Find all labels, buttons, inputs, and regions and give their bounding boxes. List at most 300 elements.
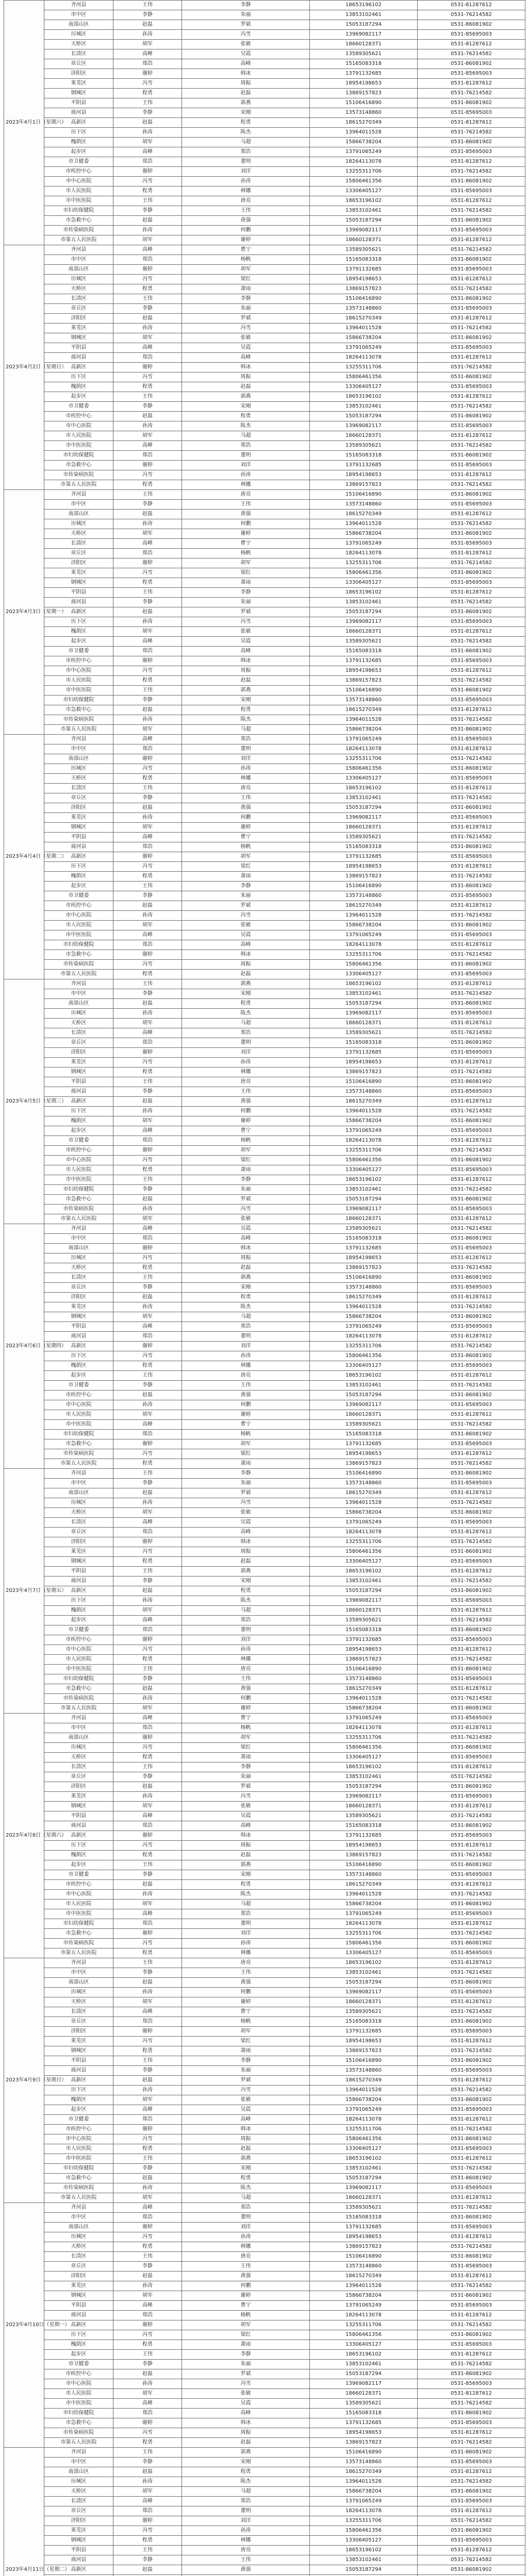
roster-row [4,2037,525,2046]
roster-row [4,1273,525,1283]
duty-leader-cell: 高峰 [113,1909,182,1919]
unit-cell: 市中区 [44,255,113,265]
roster-row [4,882,525,891]
duty-leader-cell: 胡军 [113,823,182,833]
unit-cell: 历城区 [44,764,113,774]
roster-row [4,1557,525,1567]
duty-staff-cell: 高峰 [182,353,310,363]
roster-row [4,1185,525,1195]
office-phone-cell: 0531-85695003 [418,2262,525,2272]
duty-staff-cell: 高峰 [182,2115,310,2125]
duty-staff-cell: 王伟 [182,2555,310,2565]
office-phone-cell: 0531-81287612 [418,118,525,128]
unit-cell: 历城区 [44,2477,113,2487]
roster-row [4,275,525,284]
duty-leader-cell: 孙涛 [113,226,182,235]
unit-cell: 平阴县 [44,2056,113,2066]
mobile-phone-cell: 13869157823 [310,89,418,98]
roster-row [4,470,525,480]
office-phone-cell: 0531-85695003 [418,304,525,314]
duty-leader-cell: 程勇 [113,284,182,294]
office-phone-cell: 0531-76214582 [418,1694,525,1704]
unit-cell: 章丘区 [44,304,113,314]
unit-cell: 市第五人民医院 [44,725,113,735]
duty-leader-cell: 谢婷 [113,2320,182,2330]
duty-staff-cell: 朱丽 [182,10,310,20]
duty-staff-cell: 马超 [182,1606,310,1616]
office-phone-cell: 0531-85695003 [418,147,525,157]
duty-leader-cell: 郑浩 [113,1528,182,1537]
roster-row [4,1107,525,1116]
roster-row [4,2164,525,2174]
duty-leader-cell: 李静 [113,2164,182,2174]
office-phone-cell: 0531-86081902 [418,59,525,69]
office-phone-cell: 0531-76214582 [418,2360,525,2369]
roster-row [4,333,525,343]
unit-cell: 市妇幼保健院 [44,2164,113,2174]
roster-row [4,666,525,676]
mobile-phone-cell: 13969082117 [310,1596,418,1606]
unit-cell: 市急救中心 [44,2174,113,2183]
roster-row [4,1762,525,1772]
duty-leader-cell: 赵磊 [113,901,182,911]
mobile-phone-cell: 15106416890 [310,490,418,500]
office-phone-cell: 0531-76214582 [418,2164,525,2174]
duty-leader-cell: 高峰 [113,1126,182,1136]
office-phone-cell: 0531-86081902 [418,607,525,617]
mobile-phone-cell: 13255311706 [310,1929,418,1939]
unit-cell: 南部山区 [44,20,113,30]
duty-leader-cell: 李静 [113,1185,182,1195]
roster-row [4,2281,525,2291]
unit-cell: 市中区 [44,10,113,20]
mobile-phone-cell: 13964011528 [310,519,418,529]
mobile-phone-cell: 13964011528 [310,1498,418,1508]
office-phone-cell: 0531-86081902 [418,686,525,696]
mobile-phone-cell: 13791065249 [310,2301,418,2311]
roster-row [4,2213,525,2223]
mobile-phone-cell: 18264113078 [310,1723,418,1733]
duty-staff-cell: 马超 [182,2193,310,2203]
mobile-phone-cell: 18615270349 [310,510,418,519]
office-phone-cell: 0531-81287612 [418,314,525,324]
duty-staff-cell: 张敏 [182,627,310,637]
mobile-phone-cell: 13306405127 [310,1165,418,1175]
unit-cell: 高新区 [44,607,113,617]
unit-cell: 市第五人民医院 [44,1704,113,1714]
duty-leader-cell: 王伟 [113,2154,182,2164]
duty-leader-cell: 高峰 [113,735,182,744]
mobile-phone-cell: 15806461356 [310,2526,418,2536]
office-phone-cell: 0531-86081902 [418,2565,525,2575]
duty-staff-cell: 梁红 [182,2330,310,2340]
duty-staff-cell: 程勇 [182,2174,310,2183]
office-phone-cell: 0531-86081902 [418,1391,525,1400]
unit-cell: 市传染病医院 [44,2428,113,2438]
mobile-phone-cell: 13573148860 [310,2458,418,2467]
office-phone-cell: 0531-86081902 [418,1038,525,1048]
roster-row [4,2546,525,2555]
duty-leader-cell: 郑浩 [113,1625,182,1635]
duty-leader-cell: 程勇 [113,1557,182,1567]
duty-leader-cell: 程勇 [113,2242,182,2252]
duty-staff-cell: 周振 [182,2134,310,2144]
duty-leader-cell: 孙涛 [113,1988,182,1997]
duty-staff-cell: 罗斌 [182,2076,310,2086]
mobile-phone-cell: 18653196102 [310,2546,418,2555]
duty-leader-cell: 程勇 [113,1459,182,1469]
duty-leader-cell: 冯雪 [113,1351,182,1361]
mobile-phone-cell: 13853102461 [310,1772,418,1782]
mobile-phone-cell: 13791065249 [310,1714,418,1723]
duty-staff-cell: 郭燕 [182,1567,310,1577]
duty-staff-cell: 谢婷 [182,823,310,833]
mobile-phone-cell: 13969082117 [310,1205,418,1214]
duty-staff-cell: 陈杰 [182,421,310,431]
duty-leader-cell: 谢婷 [113,167,182,177]
office-phone-cell: 0531-85695003 [418,108,525,118]
roster-row [4,2223,525,2232]
roster-row [4,2252,525,2262]
office-phone-cell: 0531-76214582 [418,1224,525,1234]
unit-cell: 历下区 [44,2330,113,2340]
unit-cell: 长清区 [44,294,113,304]
unit-cell: 市妇幼保健院 [44,1674,113,1684]
duty-staff-cell: 赵磊 [182,1851,310,1860]
roster-row [4,2066,525,2076]
roster-row [4,1097,525,1107]
office-phone-cell: 0531-76214582 [418,833,525,842]
mobile-phone-cell: 18264113078 [310,2506,418,2516]
duty-leader-cell: 程勇 [113,1361,182,1371]
unit-cell: 章丘区 [44,59,113,69]
mobile-phone-cell: 15806461356 [310,764,418,774]
unit-cell: 市中医医院 [44,441,113,451]
unit-cell: 天桥区 [44,2242,113,2252]
duty-leader-cell: 谢婷 [113,754,182,764]
mobile-phone-cell: 13853102461 [310,1968,418,1978]
office-phone-cell: 0531-85695003 [418,970,525,979]
unit-cell: 历城区 [44,275,113,284]
duty-staff-cell: 林娜 [182,187,310,196]
office-phone-cell: 0531-85695003 [418,2301,525,2311]
duty-leader-cell: 赵磊 [113,118,182,128]
unit-cell: 济阳区 [44,1537,113,1547]
duty-leader-cell: 程勇 [113,774,182,784]
mobile-phone-cell: 13306405127 [310,1361,418,1371]
mobile-phone-cell: 15165083318 [310,451,418,461]
unit-cell: 市中区 [44,500,113,510]
duty-date-cell: 2023年4月1日（星期六） [4,1,44,245]
office-phone-cell: 0531-81287612 [418,1567,525,1577]
mobile-phone-cell: 15165083318 [310,1038,418,1048]
duty-staff-cell: 萧雨 [182,578,310,588]
office-phone-cell: 0531-76214582 [418,2477,525,2487]
duty-leader-cell: 王伟 [113,1860,182,1870]
roster-row [4,1802,525,1811]
office-phone-cell: 0531-81287612 [418,1606,525,1616]
office-phone-cell: 0531-76214582 [418,2046,525,2056]
roster-row [4,1488,525,1498]
mobile-phone-cell: 15806461356 [310,1156,418,1165]
unit-cell: 市第五人民医院 [44,480,113,490]
office-phone-cell: 0531-86081902 [418,2213,525,2223]
duty-roster-body [4,1,525,2576]
duty-staff-cell: 吴霞 [182,49,310,59]
unit-cell: 市传染病医院 [44,1694,113,1704]
roster-row [4,1116,525,1126]
unit-cell: 商河县 [44,598,113,607]
roster-row [4,69,525,79]
duty-staff-cell: 马超 [182,138,310,147]
office-phone-cell: 0531-86081902 [418,2448,525,2458]
roster-row [4,911,525,921]
roster-row [4,2360,525,2369]
roster-row [4,1674,525,1684]
office-phone-cell: 0531-85695003 [418,461,525,470]
roster-row [4,1371,525,1381]
roster-row [4,1351,525,1361]
mobile-phone-cell: 15106416890 [310,98,418,108]
duty-staff-cell: 黄强 [182,216,310,226]
unit-cell: 章丘区 [44,2262,113,2272]
office-phone-cell: 0531-81287612 [418,1175,525,1185]
duty-staff-cell: 陈杰 [182,1009,310,1019]
duty-staff-cell: 刘洋 [182,1635,310,1645]
duty-staff-cell: 冯雪 [182,2379,310,2389]
mobile-phone-cell: 13255311706 [310,558,418,568]
mobile-phone-cell: 18954198653 [310,1449,418,1459]
unit-cell: 齐河县 [44,2203,113,2213]
duty-leader-cell: 胡军 [113,529,182,539]
duty-leader-cell: 郑浩 [113,1234,182,1244]
roster-row [4,1175,525,1185]
unit-cell: 章丘区 [44,1772,113,1782]
duty-staff-cell: 黄强 [182,803,310,813]
roster-row [4,89,525,98]
mobile-phone-cell: 13573148860 [310,304,418,314]
office-phone-cell: 0531-86081902 [418,1625,525,1635]
roster-row [4,2458,525,2467]
office-phone-cell: 0531-85695003 [418,1283,525,1293]
office-phone-cell: 0531-86081902 [418,1939,525,1948]
office-phone-cell: 0531-86081902 [418,803,525,813]
duty-staff-cell: 郭燕 [182,392,310,402]
office-phone-cell: 0531-76214582 [418,754,525,764]
duty-date-cell: 2023年4月5日（星期三） [4,979,44,1224]
duty-staff-cell: 刘洋 [182,754,310,764]
duty-leader-cell: 谢婷 [113,265,182,275]
duty-leader-cell: 李静 [113,891,182,901]
roster-row [4,999,525,1009]
unit-cell: 市卫健委 [44,157,113,167]
roster-row [4,1704,525,1714]
unit-cell: 高新区 [44,118,113,128]
duty-staff-cell: 谢婷 [182,2291,310,2301]
unit-cell: 市急救中心 [44,1195,113,1205]
duty-staff-cell: 孙涛 [182,764,310,774]
duty-leader-cell: 谢婷 [113,852,182,862]
unit-cell: 槐荫区 [44,1361,113,1371]
office-phone-cell: 0531-81287612 [418,666,525,676]
duty-staff-cell: 陈杰 [182,2477,310,2487]
duty-staff-cell: 谢婷 [182,1410,310,1420]
mobile-phone-cell: 18653196102 [310,588,418,598]
roster-row [4,1900,525,1909]
duty-leader-cell: 谢婷 [113,1831,182,1841]
duty-staff-cell: 郑浩 [182,1322,310,1332]
roster-row [4,1596,525,1606]
office-phone-cell: 0531-81287612 [418,1410,525,1420]
mobile-phone-cell: 15866738204 [310,1508,418,1518]
office-phone-cell: 0531-85695003 [418,617,525,627]
duty-staff-cell: 董明 [182,1038,310,1048]
unit-cell: 起步区 [44,1126,113,1136]
duty-leader-cell: 冯雪 [113,1743,182,1753]
duty-staff-cell: 吴霞 [182,930,310,940]
mobile-phone-cell: 13589305621 [310,441,418,451]
mobile-phone-cell: 13853102461 [310,2164,418,2174]
roster-row [4,1077,525,1087]
mobile-phone-cell: 18653196102 [310,1567,418,1577]
roster-row [4,1156,525,1165]
office-phone-cell: 0531-85695003 [418,1126,525,1136]
roster-row [4,1224,525,1234]
unit-cell: 市中心医院 [44,666,113,676]
unit-cell: 天桥区 [44,2487,113,2497]
unit-cell: 高新区 [44,1342,113,1351]
duty-staff-cell: 朱丽 [182,1479,310,1488]
duty-leader-cell: 赵磊 [113,1880,182,1890]
mobile-phone-cell: 13791132685 [310,2223,418,2232]
roster-row [4,549,525,558]
duty-staff-cell: 吴霞 [182,2399,310,2409]
mobile-phone-cell: 13573148860 [310,1674,418,1684]
office-phone-cell: 0531-85695003 [418,2458,525,2467]
roster-row [4,627,525,637]
roster-row [4,539,525,549]
roster-row [4,196,525,206]
office-phone-cell: 0531-86081902 [418,2369,525,2379]
roster-row [4,255,525,265]
roster-row [4,2125,525,2134]
unit-cell: 历城区 [44,2232,113,2242]
roster-row [4,1028,525,1038]
duty-staff-cell: 萧雨 [182,284,310,294]
mobile-phone-cell: 13853102461 [310,1381,418,1391]
duty-staff-cell: 高峰 [182,1528,310,1537]
roster-row [4,2516,525,2526]
duty-staff-cell: 罗斌 [182,314,310,324]
duty-staff-cell: 孙涛 [182,1351,310,1361]
duty-leader-cell: 冯雪 [113,1547,182,1557]
duty-leader-cell: 高峰 [113,1616,182,1625]
unit-cell: 齐河县 [44,245,113,255]
office-phone-cell: 0531-81287612 [418,2506,525,2516]
unit-cell: 市疾控中心 [44,901,113,911]
duty-leader-cell: 王伟 [113,2252,182,2262]
duty-staff-cell: 张敏 [182,921,310,930]
mobile-phone-cell: 15866738204 [310,333,418,343]
mobile-phone-cell: 13964011528 [310,715,418,725]
duty-staff-cell: 陈杰 [182,2183,310,2193]
duty-staff-cell: 冯雪 [182,1205,310,1214]
duty-leader-cell: 李静 [113,1968,182,1978]
mobile-phone-cell: 13791065249 [310,930,418,940]
roster-row [4,206,525,216]
office-phone-cell: 0531-85695003 [418,2497,525,2506]
mobile-phone-cell: 18264113078 [310,2115,418,2125]
office-phone-cell: 0531-76214582 [418,1616,525,1625]
unit-cell: 市疾控中心 [44,1146,113,1156]
roster-row [4,294,525,304]
duty-staff-cell: 赵磊 [182,2144,310,2154]
unit-cell: 市第五人民医院 [44,1214,113,1224]
duty-staff-cell: 孙涛 [182,2232,310,2242]
unit-cell: 市中区 [44,2458,113,2467]
roster-row [4,2467,525,2477]
mobile-phone-cell: 13791132685 [310,2027,418,2037]
office-phone-cell: 0531-85695003 [418,382,525,392]
unit-cell: 槐荫区 [44,2340,113,2350]
unit-cell: 市人民医院 [44,2144,113,2154]
mobile-phone-cell: 15866738204 [310,921,418,930]
duty-staff-cell: 吴霞 [182,1518,310,1528]
mobile-phone-cell: 15165083318 [310,1430,418,1439]
unit-cell: 起步区 [44,392,113,402]
duty-staff-cell: 罗斌 [182,901,310,911]
unit-cell: 市妇幼保健院 [44,1919,113,1929]
duty-leader-cell: 孙涛 [113,30,182,40]
unit-cell: 市人民医院 [44,187,113,196]
office-phone-cell: 0531-81287612 [418,1723,525,1733]
duty-staff-cell: 王伟 [182,500,310,510]
mobile-phone-cell: 18660128371 [310,40,418,49]
roster-row [4,1880,525,1890]
duty-staff-cell: 陈杰 [182,715,310,725]
office-phone-cell: 0531-86081902 [418,842,525,852]
duty-leader-cell: 高峰 [113,245,182,255]
office-phone-cell: 0531-81287612 [418,1449,525,1459]
office-phone-cell: 0531-76214582 [418,1851,525,1860]
duty-leader-cell: 胡军 [113,627,182,637]
office-phone-cell: 0531-86081902 [418,1860,525,1870]
roster-row [4,744,525,754]
duty-leader-cell: 赵磊 [113,803,182,813]
unit-cell: 历城区 [44,1988,113,1997]
duty-leader-cell: 王伟 [113,2056,182,2066]
duty-staff-cell: 马超 [182,2487,310,2497]
duty-leader-cell: 李静 [113,304,182,314]
duty-leader-cell: 胡军 [113,431,182,441]
unit-cell: 章丘区 [44,549,113,558]
mobile-phone-cell: 13573148860 [310,1870,418,1880]
duty-leader-cell: 孙涛 [113,324,182,333]
roster-row [4,480,525,490]
mobile-phone-cell: 13791065249 [310,1126,418,1136]
duty-staff-cell: 韩冰 [182,1831,310,1841]
mobile-phone-cell: 18615270349 [310,2076,418,2086]
unit-cell: 齐河县 [44,979,113,989]
unit-cell: 南部山区 [44,510,113,519]
mobile-phone-cell: 13306405127 [310,2536,418,2546]
unit-cell: 历下区 [44,1107,113,1116]
office-phone-cell: 0531-86081902 [418,1273,525,1283]
unit-cell: 钢城区 [44,89,113,98]
unit-cell: 市卫健委 [44,891,113,901]
duty-leader-cell: 谢婷 [113,2418,182,2428]
duty-staff-cell: 王伟 [182,2262,310,2272]
